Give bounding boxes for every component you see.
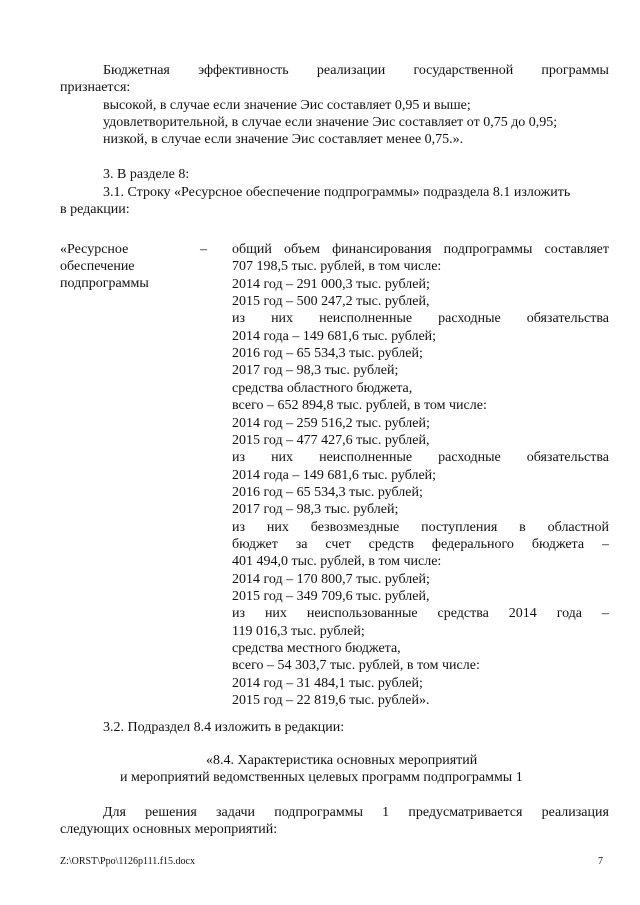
word: финансирования — [332, 242, 432, 257]
word: – — [601, 606, 609, 621]
word: общий — [232, 242, 272, 257]
item-3-1-line1: 3.1. Строку «Ресурсное обеспечение подпрограммы» подраздела 8.1 изложить — [103, 185, 571, 200]
word: из — [232, 520, 246, 535]
funding-line: 2014 год – 259 516,2 тыс. рублей; — [232, 416, 430, 431]
word: из — [232, 606, 246, 621]
word: неисполненные — [319, 450, 413, 465]
word: них — [264, 606, 287, 621]
subsection-heading-line2: и мероприятий ведомственных целевых программ подпрограммы 1 — [120, 770, 523, 785]
word: 2014 — [508, 606, 537, 621]
funding-line-justified — [232, 536, 609, 553]
funding-line: 2014 год – 291 000,3 тыс. рублей; — [232, 277, 430, 292]
word: в — [519, 520, 526, 535]
word: них — [271, 311, 294, 326]
word: подпрограммы — [443, 242, 533, 257]
word: расходные — [438, 311, 501, 326]
word: бюджета — [531, 537, 585, 552]
funding-line: средства областного бюджета, — [232, 381, 413, 396]
word: счет — [325, 537, 351, 552]
word: решения — [145, 805, 197, 820]
word: них — [266, 520, 289, 535]
funding-line: 2017 год – 98,3 тыс. рублей; — [232, 363, 399, 378]
resource-label-line3: подпрограммы — [60, 276, 149, 291]
funding-line: 119 016,3 тыс. рублей; — [232, 624, 365, 639]
word: неиспользованные — [306, 606, 418, 621]
funding-line: 2014 год – 170 800,7 тыс. рублей; — [232, 572, 430, 587]
word: обязательства — [526, 450, 609, 465]
word: программы — [541, 63, 609, 78]
funding-line-justified — [232, 605, 609, 622]
last-paragraph-line1 — [103, 804, 609, 821]
funding-line: 2015 год – 477 427,6 тыс. рублей, — [232, 433, 430, 448]
funding-line: всего – 652 894,8 тыс. рублей, в том числе: — [232, 398, 487, 413]
word: – — [601, 537, 609, 552]
word: них — [271, 450, 294, 465]
footer-file-path: Z:\ORST\Ppo\1126p111.f15.docx — [60, 856, 195, 867]
funding-line: средства местного бюджета, — [232, 641, 401, 656]
funding-line: 2016 год – 65 534,3 тыс. рублей; — [232, 485, 423, 500]
word: года — [556, 606, 583, 621]
level-low: низкой, в случае если значение Эис составляет менее 0,75.». — [103, 132, 464, 147]
funding-line-justified — [232, 241, 609, 258]
word: поступления — [421, 520, 498, 535]
funding-line: 2015 год – 22 819,6 тыс. рублей». — [232, 693, 430, 708]
funding-line: 2015 год – 349 709,6 тыс. рублей, — [232, 589, 430, 604]
funding-line: 2014 год – 31 484,1 тыс. рублей; — [232, 676, 423, 691]
funding-line: 401 494,0 тыс. рублей, в том числе: — [232, 554, 442, 569]
budget-efficiency-line2: признается: — [60, 80, 131, 95]
word: предусматривается — [408, 805, 523, 820]
word: из — [232, 311, 246, 326]
resource-label-line2: обеспечение — [60, 259, 135, 274]
word: обязательства — [526, 311, 609, 326]
funding-line-justified — [232, 310, 609, 327]
word: реализация — [541, 805, 609, 820]
word: составляет — [544, 242, 609, 257]
label-dash: – — [200, 242, 207, 257]
word: задачи — [215, 805, 256, 820]
word: безвозмездные — [310, 520, 400, 535]
word: неисполненные — [319, 311, 413, 326]
word: Бюджетная — [103, 63, 170, 78]
word: государственной — [413, 63, 514, 78]
word: средства — [437, 606, 489, 621]
funding-line-justified — [232, 519, 609, 536]
word: из — [232, 450, 246, 465]
word: эффективность — [198, 63, 289, 78]
word: расходные — [438, 450, 501, 465]
level-satisfactory: удовлетворительной, в случае если значение Эис составляет от 0,75 до 0,95; — [103, 115, 558, 130]
funding-line: 2014 года – 149 681,6 тыс. рублей; — [232, 468, 437, 483]
word: федерального — [431, 537, 514, 552]
funding-line: 2017 год – 98,3 тыс. рублей; — [232, 502, 399, 517]
funding-line: всего – 54 303,7 тыс. рублей, в том числе: — [232, 658, 480, 673]
footer-page-number: 7 — [598, 856, 603, 867]
word: подпрограммы — [274, 805, 363, 820]
word: областной — [547, 520, 609, 535]
section-3-heading: 3. В разделе 8: — [103, 167, 190, 182]
funding-line: 2014 года – 149 681,6 тыс. рублей; — [232, 329, 437, 344]
word: 1 — [382, 805, 390, 820]
word: объем — [283, 242, 321, 257]
word: бюджет — [232, 537, 278, 552]
word: Для — [103, 805, 126, 820]
level-high: высокой, в случае если значение Эис составляет 0,95 и выше; — [103, 98, 471, 113]
last-paragraph-line2: следующих основных мероприятий: — [60, 822, 278, 837]
subsection-heading-line1: «8.4. Характеристика основных мероприятий — [206, 753, 478, 768]
funding-line-justified — [232, 449, 609, 466]
item-3-2: 3.2. Подраздел 8.4 изложить в редакции: — [103, 720, 345, 735]
resource-label-line1: «Ресурсное — [60, 242, 129, 257]
word: средств — [368, 537, 414, 552]
funding-line: 2016 год – 65 534,3 тыс. рублей; — [232, 346, 423, 361]
word: реализации — [316, 63, 386, 78]
word: за — [295, 537, 308, 552]
funding-line: 2015 год – 500 247,2 тыс. рублей, — [232, 294, 430, 309]
funding-line: 707 198,5 тыс. рублей, в том числе: — [232, 259, 442, 274]
item-3-1-line2: в редакции: — [60, 202, 130, 217]
budget-efficiency-line1 — [103, 62, 609, 79]
